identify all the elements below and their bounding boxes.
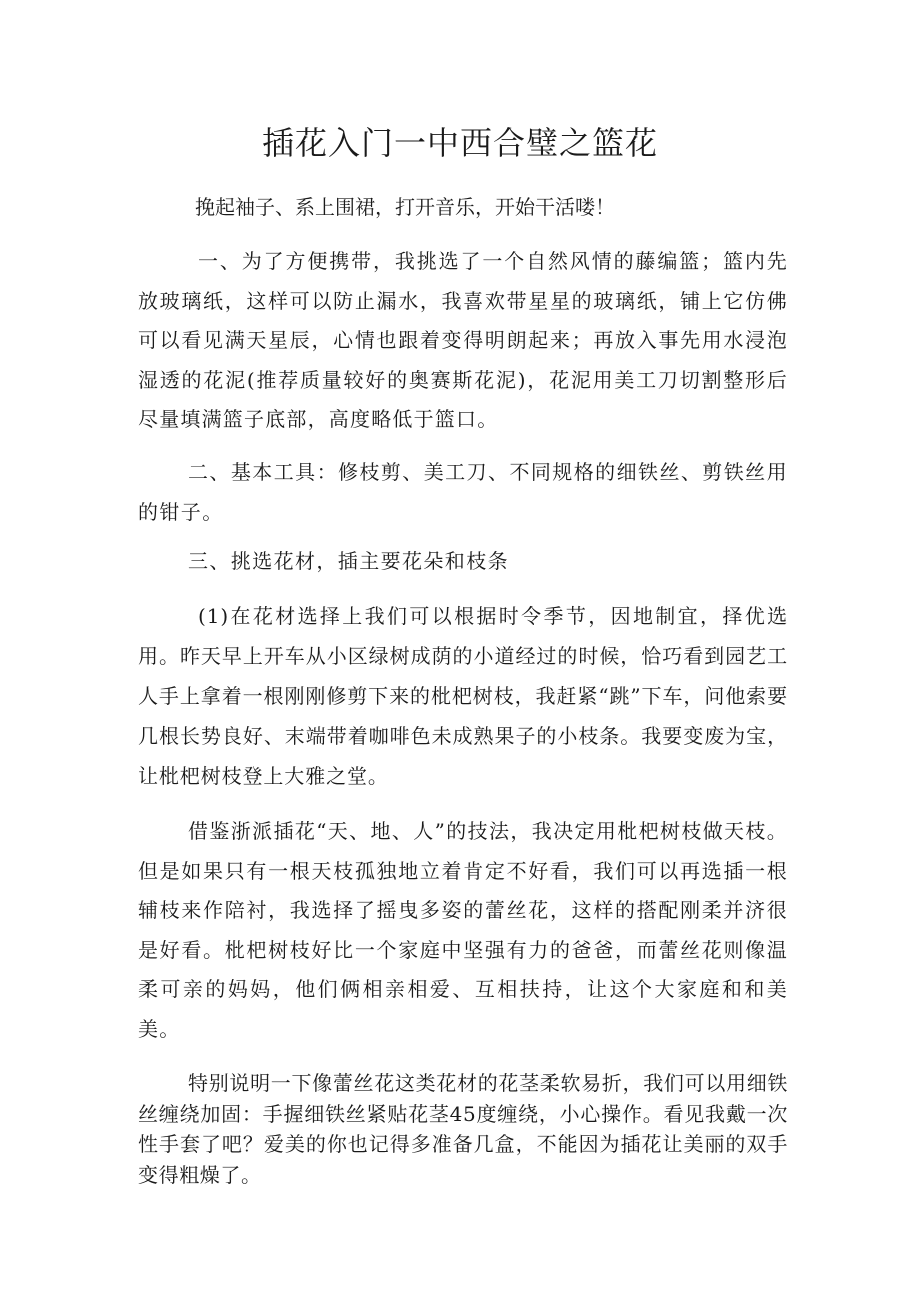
technique-paragraph: 借鉴浙派插花“天、地、人”的技法，我决定用枇杷树枝做天枝。但是如果只有一根天枝孤独地立着肯定不好看，我们可以再选插一根辅枝来作陪衬，我选择了摇曳多姿的蕾丝花，这样的搭配刚柔并济很是好看。枇杷树枝好比一个家庭中坚强有力的爸爸，而蕾丝花则像温柔可亲的妈妈，他们俩相亲相爱、互相扶持，让这个大家庭和和美美。 — [138, 819, 788, 1041]
section-two-paragraph: 二、基本工具：修枝剪、美工刀、不同规格的细铁丝、剪铁丝用的钳子。 — [138, 460, 788, 524]
section-three-heading: 三、挑选花材，插主要花朵和枝条 — [188, 549, 509, 573]
document-title: 插花入门一中西合璧之篮花 — [261, 124, 658, 162]
section-one-paragraph: 一、为了方便携带，我挑选了一个自然风情的藤编篮；篮内先放玻璃纸，这样可以防止漏水，我喜欢带星星的玻璃纸，铺上它仿佛可以看见满天星辰，心情也跟着变得明朗起来；再放入事先用水浸泡湿透的花泥(推荐质量较好的奥赛斯花泥)，花泥用美工刀切割整形后尽量填满篮子底部，高度略低于篮口。 — [138, 249, 788, 431]
special-note-paragraph: 特别说明一下像蕾丝花这类花材的花茎柔软易折，我们可以用细铁丝缠绕加固：手握细铁丝紧贴花茎45度缠绕，小心操作。看见我戴一次性手套了吧？爱美的你也记得多准备几盒，不能因为插花让美丽的双手变得粗燥了。 — [138, 1071, 788, 1187]
flower-selection-paragraph: (1)在花材选择上我们可以根据时令季节，因地制宜，择优选用。昨天早上开车从小区绿树成荫的小道经过的时候，恰巧看到园艺工人手上拿着一根刚刚修剪下来的枇杷树枝，我赶紧“跳”下车，问他索要几根长势良好、末端带着咖啡色未成熟果子的小枝条。我要变废为宝，让枇杷树枝登上大雅之堂。 — [138, 604, 788, 788]
intro-paragraph: 挽起袖子、系上围裙，打开音乐，开始干活喽！ — [195, 195, 615, 219]
